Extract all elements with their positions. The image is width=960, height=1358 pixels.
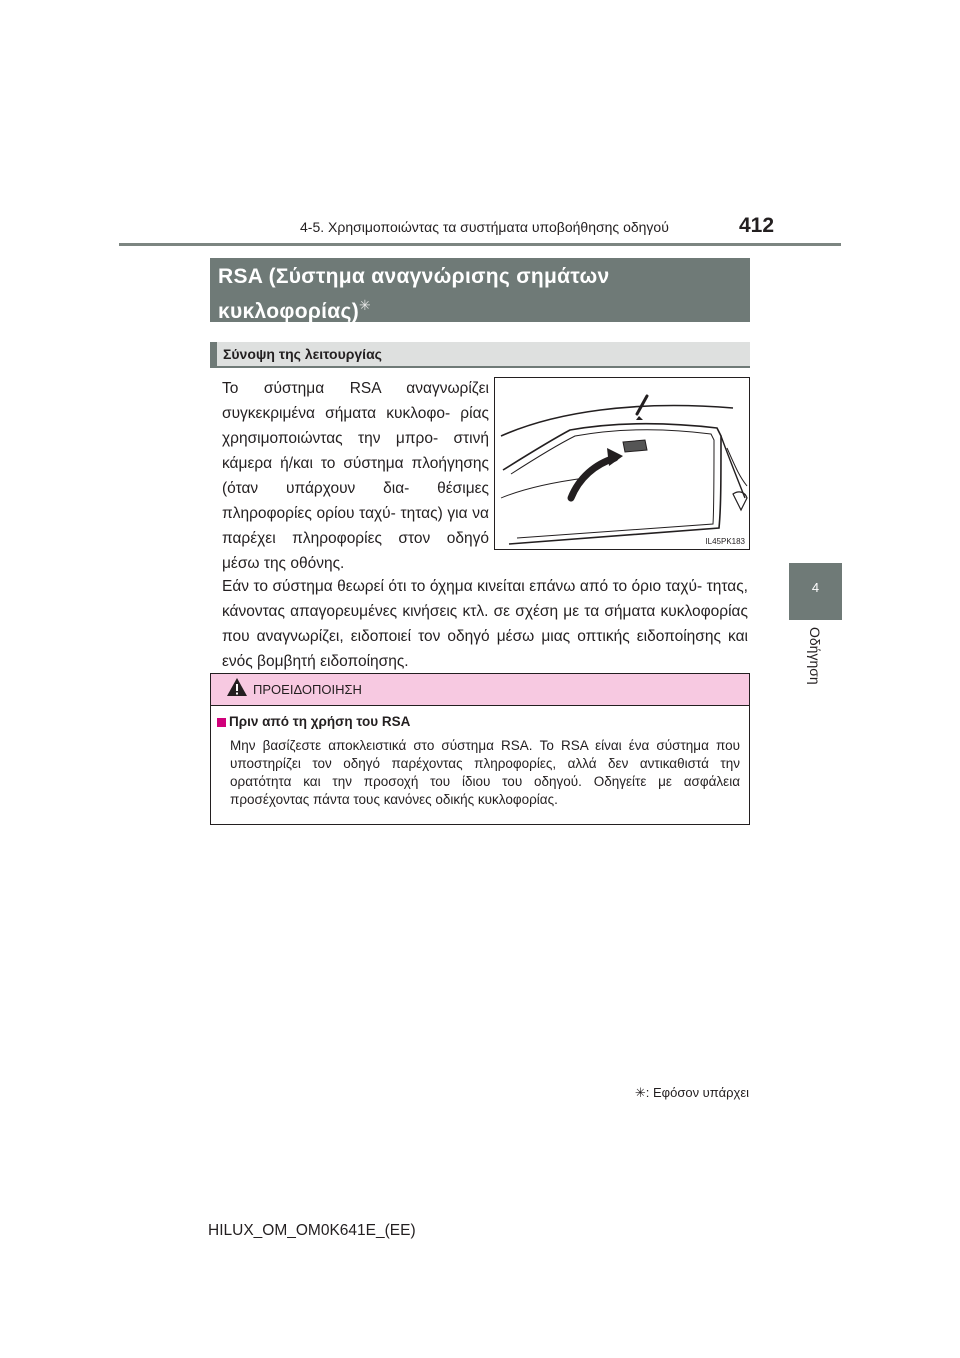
paragraph-intro: Το σύστημα RSA αναγνωρίζει συγκεκριμένα σήματα κυκλοφο- ρίας χρησιμοποιώντας την μπρο- στινή κάμερα ή/και το σύστημα πλοήγησης (όταν υπάρχουν δια- θέσιμες πληροφορίες ορίου ταχύ- τητας) για να παρέχει πληροφορίες στον οδηγό μέσω της οθόνης. (222, 380, 489, 572)
warning-box (210, 673, 750, 825)
windshield-illustration (495, 378, 749, 549)
subsection-underline (210, 366, 750, 368)
title-line2: κυκλοφορίας) (218, 300, 359, 323)
warning-bullet-icon (217, 718, 226, 727)
document-id: HILUX_OM_OM0K641E_(EE) (208, 1222, 416, 1239)
warning-text: Μην βασίζεστε αποκλειστικά στο σύστημα RSA. Το RSA είναι ένα σύστημα που υποστηρίζει τον οδηγό παρέχοντας πληροφορίες, αλλά δεν αντικαθιστά την ορατότητα και την προσοχή του ίδιου του οδηγού. Οδηγείτε με ασφάλεια προσέχοντας πάντα τους κανόνες οδικής κυκλοφορίας. (230, 738, 740, 807)
page-title (218, 262, 743, 326)
footnote (635, 1085, 749, 1101)
title-line1: RSA (Σύστημα αναγνώρισης σημάτων (218, 265, 610, 288)
header-rule (119, 243, 841, 246)
chapter-number: 4 (811, 580, 820, 595)
chapter-label-container (803, 627, 843, 707)
section-header: 4-5. Χρησιμοποιώντας τα συστήματα υποβοήθησης οδηγού (300, 219, 669, 235)
warning-title: ΠΡΟΕΙΔΟΠΟΙΗΣΗ (253, 682, 362, 697)
paragraph-warning-behavior: Εάν το σύστημα θεωρεί ότι το όχημα κινείται επάνω από το όριο ταχύ- τητας, κάνοντας απαγορευμένες κινήσεις κτλ. σε σχέση με τα σήματα κυκλοφορίας που αναγνωρίζει, ειδοποιεί τον οδηγό μέσω μιας οπτικής ειδοποίησης και ενός βομβητή ειδοποίησης. (222, 578, 748, 670)
warning-subtitle: Πριν από τη χρήση του RSA (229, 714, 411, 729)
subsection-accent (210, 342, 217, 366)
chapter-label: Οδήγηση (807, 627, 823, 685)
subsection-title: Σύνοψη της λειτουργίας (223, 346, 382, 362)
windshield-camera-figure (494, 377, 750, 550)
page-number: 412 (739, 214, 775, 237)
footnote-marker: ✳ (634, 1085, 646, 1100)
footnote-text: : Εφόσον υπάρχει (645, 1085, 749, 1100)
warning-header (211, 674, 749, 706)
warning-triangle-icon (226, 677, 248, 697)
figure-id: IL45PK183 (705, 537, 745, 546)
title-asterisk: ✳ (359, 297, 372, 313)
